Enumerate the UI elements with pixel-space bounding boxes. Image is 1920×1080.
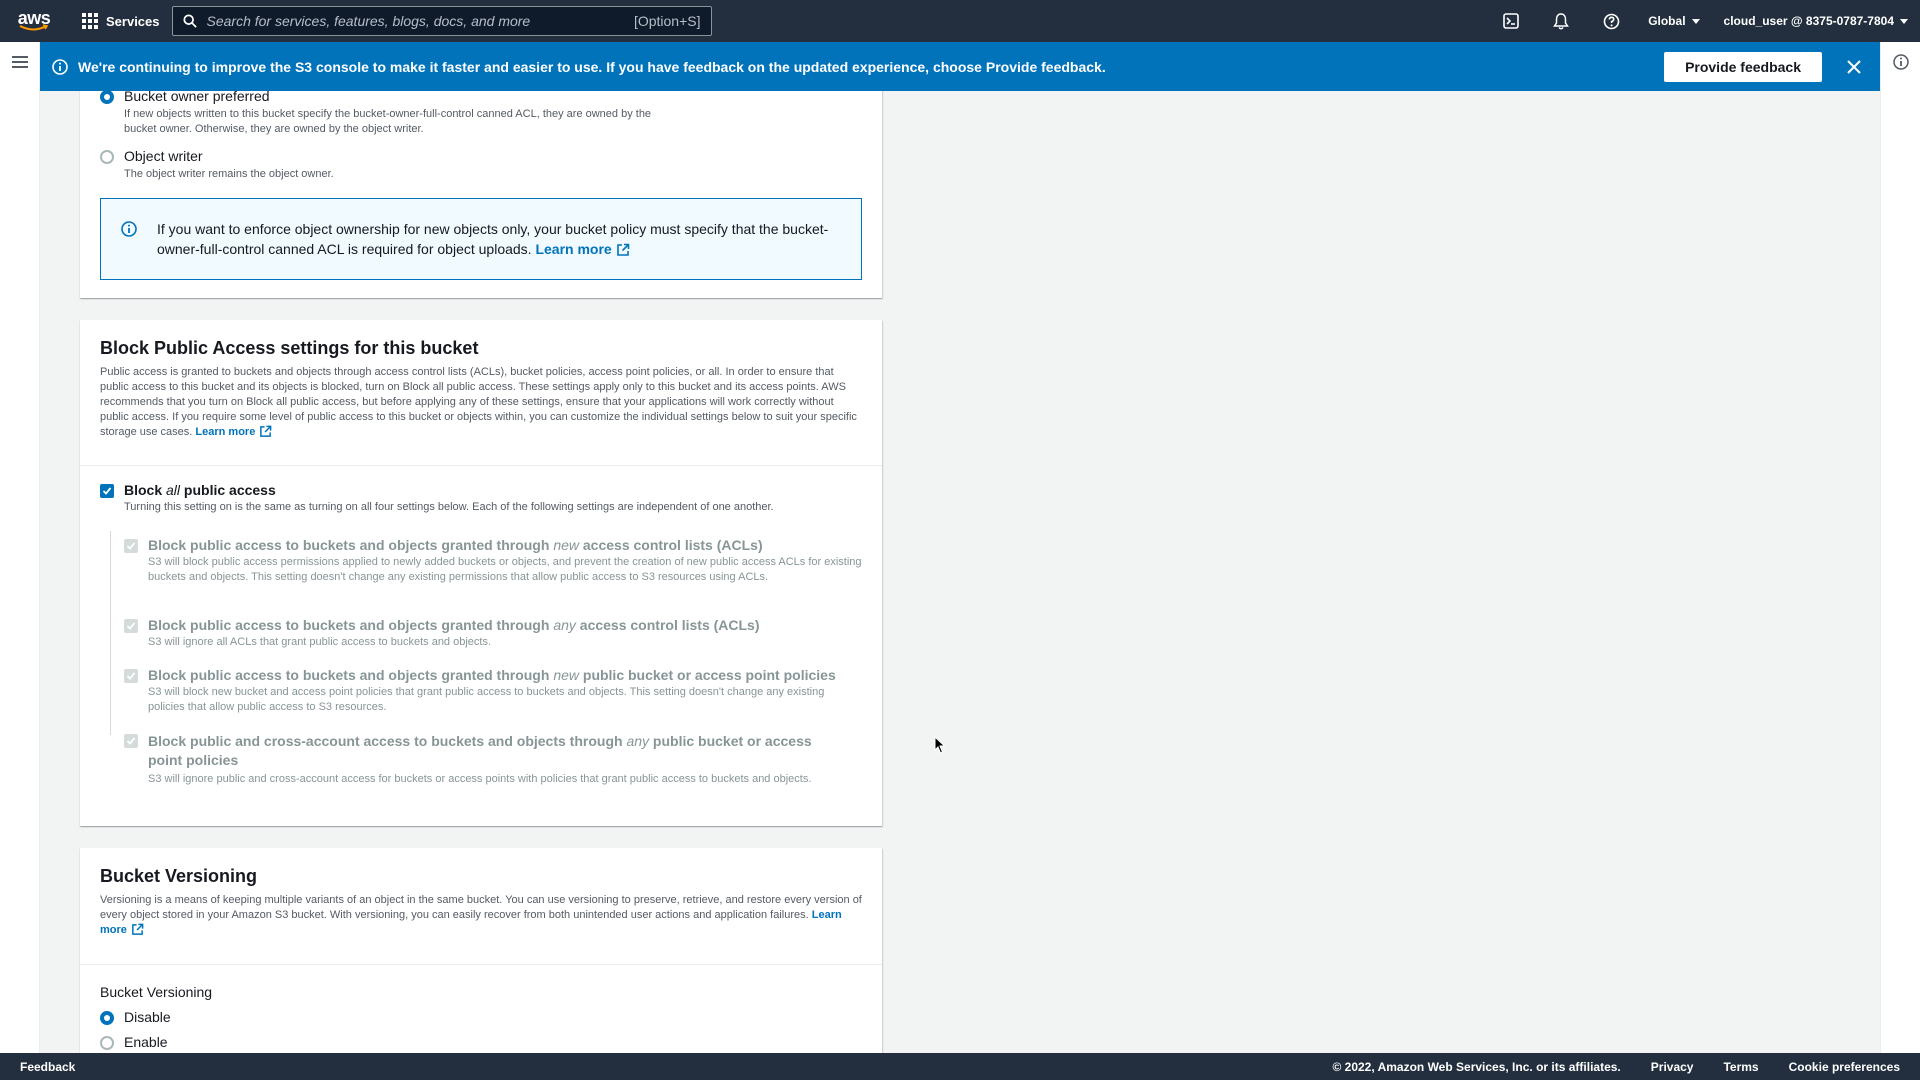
checkbox-block-new-policies	[124, 669, 138, 683]
block-all-label	[124, 482, 774, 498]
search-icon	[183, 14, 197, 28]
caret-down-icon	[1900, 19, 1908, 24]
section-divider	[80, 964, 882, 965]
section-title: Bucket Versioning	[100, 866, 258, 886]
cookie-preferences-link[interactable]: Cookie preferences	[1788, 1059, 1900, 1074]
info-icon	[52, 59, 68, 75]
block-new-policies-option	[124, 667, 864, 715]
learn-more-link[interactable]	[195, 426, 272, 438]
section-description-text: Public access is granted to buckets and objects through access control lists (ACLs), bucket policies, access point policies, or all. In order to ensure that public access to this bucket and its objects is blocked, turn on Block all public access. These settings apply only to this bucket and its access points. AWS recommends that you turn on Block all public access, but before applying any of these settings, ensure that your applications will work correctly without public access. If you require some level of public access to this bucket or objects within, you can customize the individual settings below to suit your specific storage use cases.	[100, 366, 857, 438]
radio-versioning-disable[interactable]	[100, 1011, 114, 1025]
section-title: Block Public Access settings for this bucket	[100, 338, 479, 358]
option-label: Object writer	[124, 148, 203, 164]
block-public-access-panel	[80, 320, 882, 826]
option-label: Bucket owner preferred	[124, 91, 270, 104]
section-description	[100, 893, 865, 938]
title-part: access control lists (ACLs)	[579, 537, 763, 553]
region-label: Global	[1648, 14, 1686, 28]
title-part: Block public access to buckets and objects granted through	[148, 667, 554, 683]
nav-right-group	[1486, 0, 1920, 42]
section-description	[100, 365, 865, 440]
account-label: cloud_user @ 8375-0787-7804	[1723, 14, 1894, 28]
section-description-text: Versioning is a means of keeping multiple variants of an object in the same bucket. You can use versioning to preserve, retrieve, and restore every version of every object stored in your Amazon S3 bucket. With versioning, you can easily recover from both unintended user actions and application failures.	[100, 894, 862, 921]
title-emphasis: any	[626, 733, 650, 749]
option-description: S3 will ignore all ACLs that grant public access to buckets and objects.	[148, 636, 492, 648]
learn-more-text: Learn more	[100, 909, 842, 936]
search-placeholder: Search for services, features, blogs, docs, and more	[206, 13, 531, 29]
bell-icon	[1553, 13, 1569, 30]
option-bucket-owner-preferred[interactable]	[100, 91, 684, 137]
title-part: public bucket or access point policies	[148, 733, 812, 768]
title-part: Block public and cross-account access to buckets and objects through	[148, 733, 627, 749]
checkbox-block-new-acls	[124, 539, 138, 553]
option-title	[148, 537, 864, 553]
option-label: Enable	[124, 1034, 168, 1050]
bucket-versioning-panel	[80, 848, 882, 1053]
radio-bucket-owner-preferred[interactable]	[100, 91, 114, 104]
option-description: The object writer remains the object owner.	[124, 168, 334, 180]
block-cross-account-option	[124, 732, 844, 787]
left-navigation-rail	[0, 42, 40, 1053]
option-description: If new objects written to this bucket specify the bucket-owner-full-control canned ACL, they are owned by the bucket owner. Otherwise, they are owned by the object writer.	[124, 108, 652, 135]
aws-logo-text: aws	[17, 8, 51, 28]
info-icon[interactable]	[1893, 54, 1909, 75]
aws-logo[interactable]	[0, 0, 68, 42]
label-emphasis: all	[166, 482, 181, 498]
block-new-acls-option	[124, 537, 864, 585]
block-all-public-access-option[interactable]	[100, 482, 774, 515]
title-part: public bucket or access point policies	[579, 667, 836, 683]
search-shortcut: [Option+S]	[633, 13, 701, 29]
feedback-flashbar	[40, 42, 1880, 91]
right-tools-rail	[1880, 42, 1920, 1053]
main-content	[40, 91, 1880, 1053]
flashbar-message-strong: Provide feedback	[985, 58, 1102, 75]
learn-more-text: Learn more	[195, 426, 256, 438]
title-part: Block public access to buckets and objects granted through	[148, 617, 554, 633]
info-icon	[121, 221, 137, 242]
menu-icon[interactable]	[12, 56, 28, 71]
cloudshell-icon	[1503, 13, 1519, 29]
title-part: Block public access to buckets and objects granted through	[148, 537, 554, 553]
terms-link[interactable]: Terms	[1723, 1059, 1759, 1074]
option-title	[148, 667, 864, 683]
top-navigation	[0, 0, 1920, 42]
external-link-icon	[131, 923, 144, 936]
option-label: Disable	[124, 1009, 171, 1025]
copyright-text: © 2022, Amazon Web Services, Inc. or its affiliates.	[1332, 1059, 1621, 1074]
flashbar-message-suffix: .	[1101, 58, 1106, 75]
help-button[interactable]	[1586, 0, 1636, 42]
title-part: access control lists (ACLs)	[575, 617, 760, 633]
block-all-description: Turning this setting on is the same as turning on all four settings below. Each of the following settings are independent of one another.	[124, 501, 774, 513]
services-label: Services	[106, 13, 160, 29]
info-alert-text: If you want to enforce object ownership for new objects only, your bucket policy must specify that the bucket-owner-full-control canned ACL is required for object uploads.	[157, 221, 829, 257]
learn-more-text: Learn more	[535, 241, 612, 257]
footer-links	[1332, 1060, 1900, 1074]
external-link-icon	[616, 243, 630, 257]
ownership-info-alert	[100, 198, 862, 280]
privacy-link[interactable]: Privacy	[1650, 1059, 1694, 1074]
option-description: S3 will block public access permissions applied to newly added buckets or objects, and prevent the creation of new public access ACLs for existing buckets and objects. This setting doesn't change any existing permissions that allow public access to S3 resources using ACLs.	[148, 556, 862, 583]
option-description: S3 will ignore public and cross-account access for buckets or access points with policies that grant public access to buckets and objects.	[148, 773, 812, 785]
services-grid-icon	[82, 13, 98, 29]
option-versioning-disable[interactable]	[100, 1009, 171, 1025]
services-menu[interactable]	[68, 0, 172, 42]
flashbar-message-prefix: We're continuing to improve the S3 console to make it faster and easier to use. If you have feedback on the updated experience, choose	[78, 58, 986, 75]
title-emphasis: new	[553, 537, 579, 553]
option-description: S3 will block new bucket and access point policies that grant public access to buckets and objects. This setting doesn't change any existing policies that allow public access to S3 resources.	[148, 686, 825, 713]
region-menu[interactable]	[1636, 0, 1711, 42]
help-icon	[1603, 13, 1620, 30]
checkbox-block-any-acls	[124, 619, 138, 633]
notifications-button[interactable]	[1536, 0, 1586, 42]
option-title	[148, 617, 760, 633]
option-versioning-enable[interactable]	[100, 1034, 168, 1050]
title-emphasis: any	[553, 617, 576, 633]
section-divider	[80, 465, 882, 466]
checkbox-block-all[interactable]	[100, 484, 114, 498]
object-ownership-panel	[80, 91, 882, 298]
label-part: public access	[180, 482, 276, 498]
radio-object-writer[interactable]	[100, 150, 114, 164]
label-part: Block	[124, 482, 167, 498]
tree-connector	[110, 531, 111, 735]
flashbar-message	[78, 59, 1664, 75]
cloudshell-button[interactable]	[1486, 0, 1536, 42]
block-any-acls-option	[124, 617, 864, 650]
caret-down-icon	[1692, 19, 1700, 24]
option-object-writer[interactable]	[100, 148, 334, 182]
radio-versioning-enable[interactable]	[100, 1036, 114, 1050]
mouse-cursor-icon	[934, 736, 946, 754]
footer	[0, 1053, 1920, 1080]
provide-feedback-button[interactable]: Provide feedback	[1664, 52, 1822, 82]
account-menu[interactable]	[1712, 0, 1920, 42]
checkbox-block-cross-account	[124, 734, 138, 748]
external-link-icon	[259, 425, 272, 438]
title-emphasis: new	[553, 667, 579, 683]
option-title	[148, 732, 844, 770]
versioning-field-label: Bucket Versioning	[100, 984, 213, 1000]
close-icon[interactable]	[1844, 57, 1864, 77]
aws-smile-icon	[19, 24, 49, 32]
footer-feedback-link[interactable]: Feedback	[20, 1059, 76, 1074]
learn-more-link[interactable]	[535, 241, 629, 257]
search-input[interactable]	[172, 6, 712, 36]
